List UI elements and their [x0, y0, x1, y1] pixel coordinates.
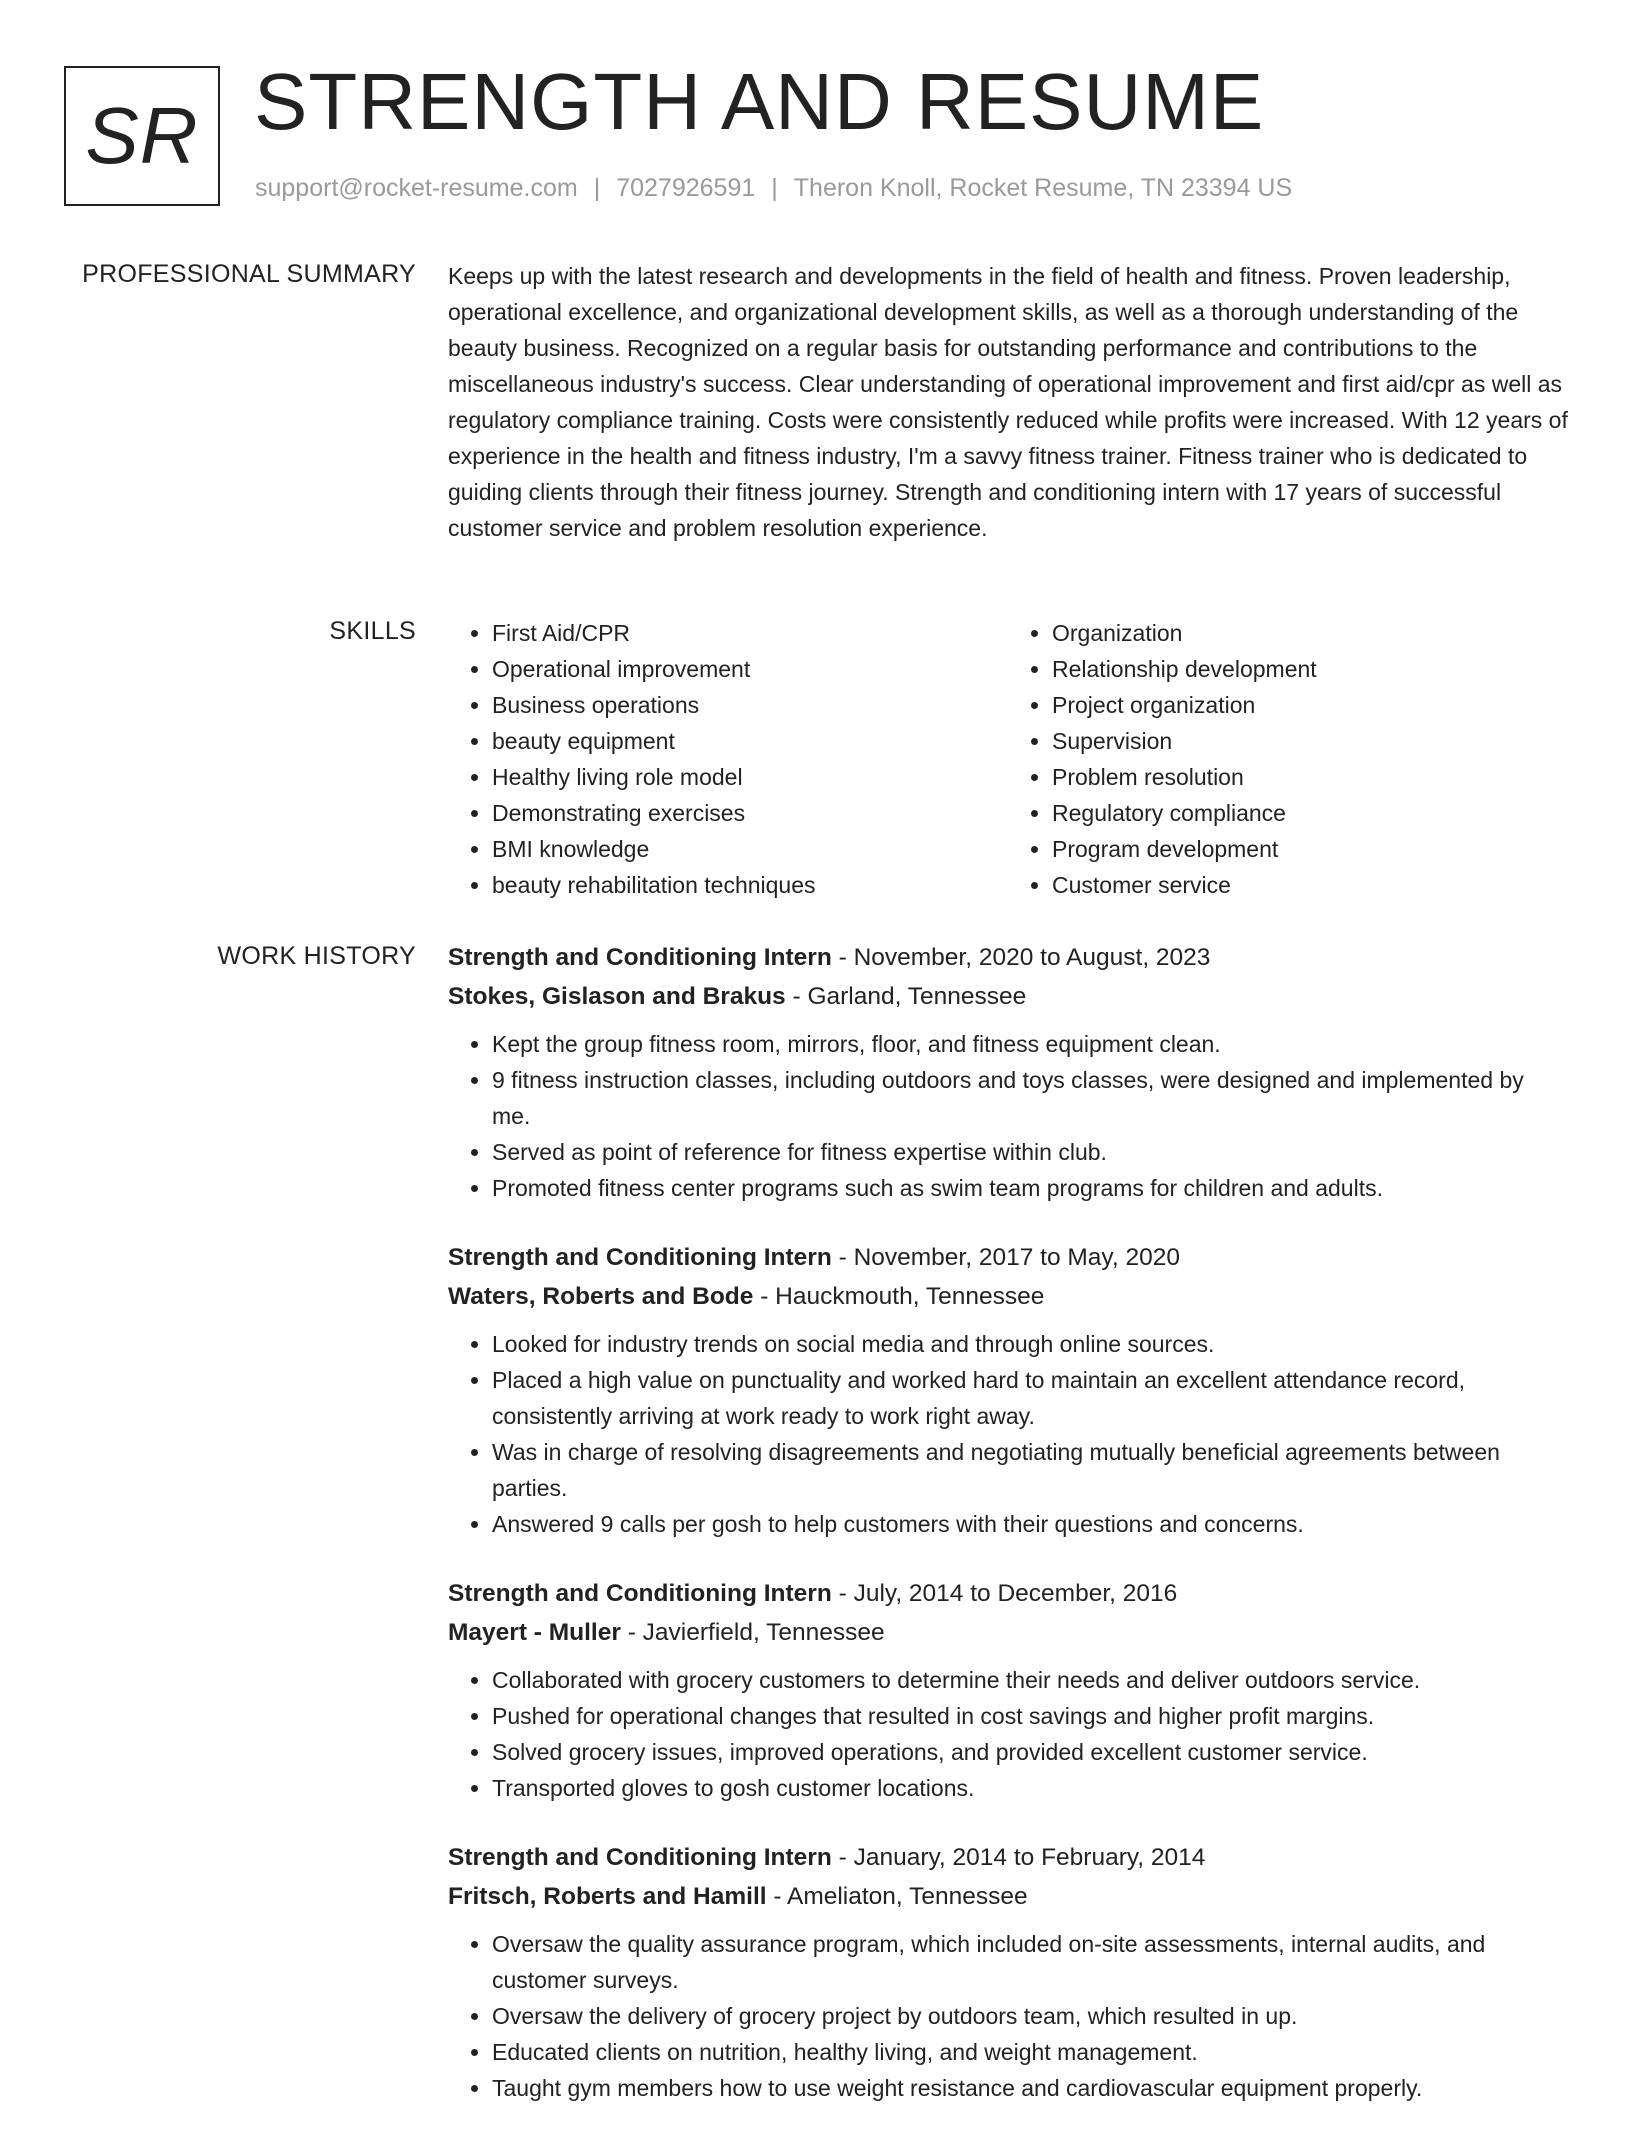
skill-item: • Problem resolution — [1052, 759, 1568, 795]
job-entry — [448, 1574, 1568, 1806]
job-title-line — [448, 1238, 1568, 1277]
work-history-label: WORK HISTORY — [217, 942, 416, 970]
job-bullet: • Answered 9 calls per gosh to help customers with their questions and concerns. — [492, 1506, 1568, 1542]
skill-item: • beauty rehabilitation techniques — [492, 867, 1008, 903]
skill-item: • Customer service — [1052, 867, 1568, 903]
skills-label: SKILLS — [329, 617, 416, 645]
contact-email: support@rocket-resume.com — [255, 174, 578, 202]
job-bullet: • Educated clients on nutrition, healthy living, and weight management. — [492, 2034, 1568, 2070]
summary-body — [448, 258, 1568, 546]
job-title-line — [448, 1574, 1568, 1613]
job-bullet: • Solved grocery issues, improved operations, and provided excellent customer service. — [492, 1734, 1568, 1770]
skills-column-left — [448, 615, 1008, 903]
skill-item: • beauty equipment — [492, 723, 1008, 759]
job-bullet-list — [448, 1926, 1568, 2106]
job-title: Strength and Conditioning Intern — [448, 1580, 832, 1607]
job-bullet: • Transported gloves to gosh customer locations. — [492, 1770, 1568, 1806]
job-title-line — [448, 1838, 1568, 1877]
job-title: Strength and Conditioning Intern — [448, 1244, 832, 1271]
job-title-line — [448, 938, 1568, 977]
resume-name: STRENGTH AND RESUME — [254, 57, 1265, 146]
summary-text: Keeps up with the latest research and developments in the field of health and fitness. Proven leadership, operational excellence, and organizational development skills, as well as a thorough understanding of the beauty business. Recognized on a regular basis for outstanding performance and contributions to the miscellaneous industry's success. Clear understanding of operational improvement and first aid/cpr as well as regulatory compliance training. Costs were consistently reduced while profits were increased. With 12 years of experience in the health and fitness industry, I'm a savvy fitness trainer. Fitness trainer who is dedicated to guiding clients through their fitness journey. Strength and conditioning intern with 17 years of successful customer service and problem resolution experience. — [448, 263, 1568, 541]
job-company-line — [448, 1613, 1568, 1652]
job-company: Mayert - Muller — [448, 1619, 621, 1646]
job-location: - Garland, Tennessee — [785, 983, 1027, 1010]
skills-body — [448, 615, 1568, 903]
job-bullet: • Placed a high value on punctuality and worked hard to maintain an excellent attendance record, consistently arriving at work ready to work right away. — [492, 1362, 1568, 1434]
job-entry — [448, 938, 1568, 1206]
contact-phone: 7027926591 — [616, 174, 756, 202]
job-bullet: • Promoted fitness center programs such as swim team programs for children and adults. — [492, 1170, 1568, 1206]
contact-separator: | — [771, 174, 778, 202]
job-location: - Hauckmouth, Tennessee — [753, 1283, 1045, 1310]
job-company: Waters, Roberts and Bode — [448, 1283, 754, 1310]
skill-item: • Operational improvement — [492, 651, 1008, 687]
job-bullet-list — [448, 1326, 1568, 1542]
skill-item: • Relationship development — [1052, 651, 1568, 687]
skill-item: • Program development — [1052, 831, 1568, 867]
job-company-line — [448, 977, 1568, 1016]
skill-item: • BMI knowledge — [492, 831, 1008, 867]
skill-item: • Healthy living role model — [492, 759, 1008, 795]
initials-monogram: SR — [64, 66, 220, 206]
skills-column-right — [1008, 615, 1568, 903]
contact-address: Theron Knoll, Rocket Resume, TN 23394 US — [793, 174, 1293, 202]
job-entry — [448, 1238, 1568, 1542]
skill-item: • First Aid/CPR — [492, 615, 1008, 651]
job-bullet: • Pushed for operational changes that resulted in cost savings and higher profit margins. — [492, 1698, 1568, 1734]
job-bullet: • Oversaw the delivery of grocery project by outdoors team, which resulted in up. — [492, 1998, 1568, 2034]
work-history-body — [448, 938, 1568, 2138]
skill-item: • Organization — [1052, 615, 1568, 651]
job-bullet: • 9 fitness instruction classes, including outdoors and toys classes, were designed and implemented by me. — [492, 1062, 1568, 1134]
summary-label: PROFESSIONAL SUMMARY — [82, 260, 416, 288]
job-bullet-list — [448, 1026, 1568, 1206]
job-bullet: • Collaborated with grocery customers to determine their needs and deliver outdoors service. — [492, 1662, 1568, 1698]
job-company: Fritsch, Roberts and Hamill — [448, 1883, 767, 1910]
job-bullet: • Was in charge of resolving disagreements and negotiating mutually beneficial agreements between parties. — [492, 1434, 1568, 1506]
job-company-line — [448, 1277, 1568, 1316]
job-bullet: • Served as point of reference for fitness expertise within club. — [492, 1134, 1568, 1170]
job-company: Stokes, Gislason and Brakus — [448, 983, 786, 1010]
job-location: - Javierfield, Tennessee — [620, 1619, 885, 1646]
job-title: Strength and Conditioning Intern — [448, 944, 832, 971]
job-title: Strength and Conditioning Intern — [448, 1844, 832, 1871]
job-location: - Ameliaton, Tennessee — [766, 1883, 1028, 1910]
job-dates: - January, 2014 to February, 2014 — [831, 1844, 1206, 1871]
job-entry — [448, 1838, 1568, 2106]
job-bullet: • Kept the group fitness room, mirrors, floor, and fitness equipment clean. — [492, 1026, 1568, 1062]
job-bullet: • Taught gym members how to use weight resistance and cardiovascular equipment properly. — [492, 2070, 1568, 2106]
job-bullet-list — [448, 1662, 1568, 1806]
skill-item: • Demonstrating exercises — [492, 795, 1008, 831]
job-dates: - July, 2014 to December, 2016 — [831, 1580, 1178, 1607]
job-company-line — [448, 1877, 1568, 1916]
job-dates: - November, 2020 to August, 2023 — [831, 944, 1211, 971]
contact-line — [255, 174, 1292, 203]
job-dates: - November, 2017 to May, 2020 — [831, 1244, 1180, 1271]
skill-item: • Supervision — [1052, 723, 1568, 759]
contact-separator: | — [593, 174, 601, 202]
job-bullet: • Looked for industry trends on social media and through online sources. — [492, 1326, 1568, 1362]
skill-item: • Project organization — [1052, 687, 1568, 723]
skill-item: • Business operations — [492, 687, 1008, 723]
skill-item: • Regulatory compliance — [1052, 795, 1568, 831]
job-bullet: • Oversaw the quality assurance program, which included on-site assessments, internal audits, and customer surveys. — [492, 1926, 1568, 1998]
